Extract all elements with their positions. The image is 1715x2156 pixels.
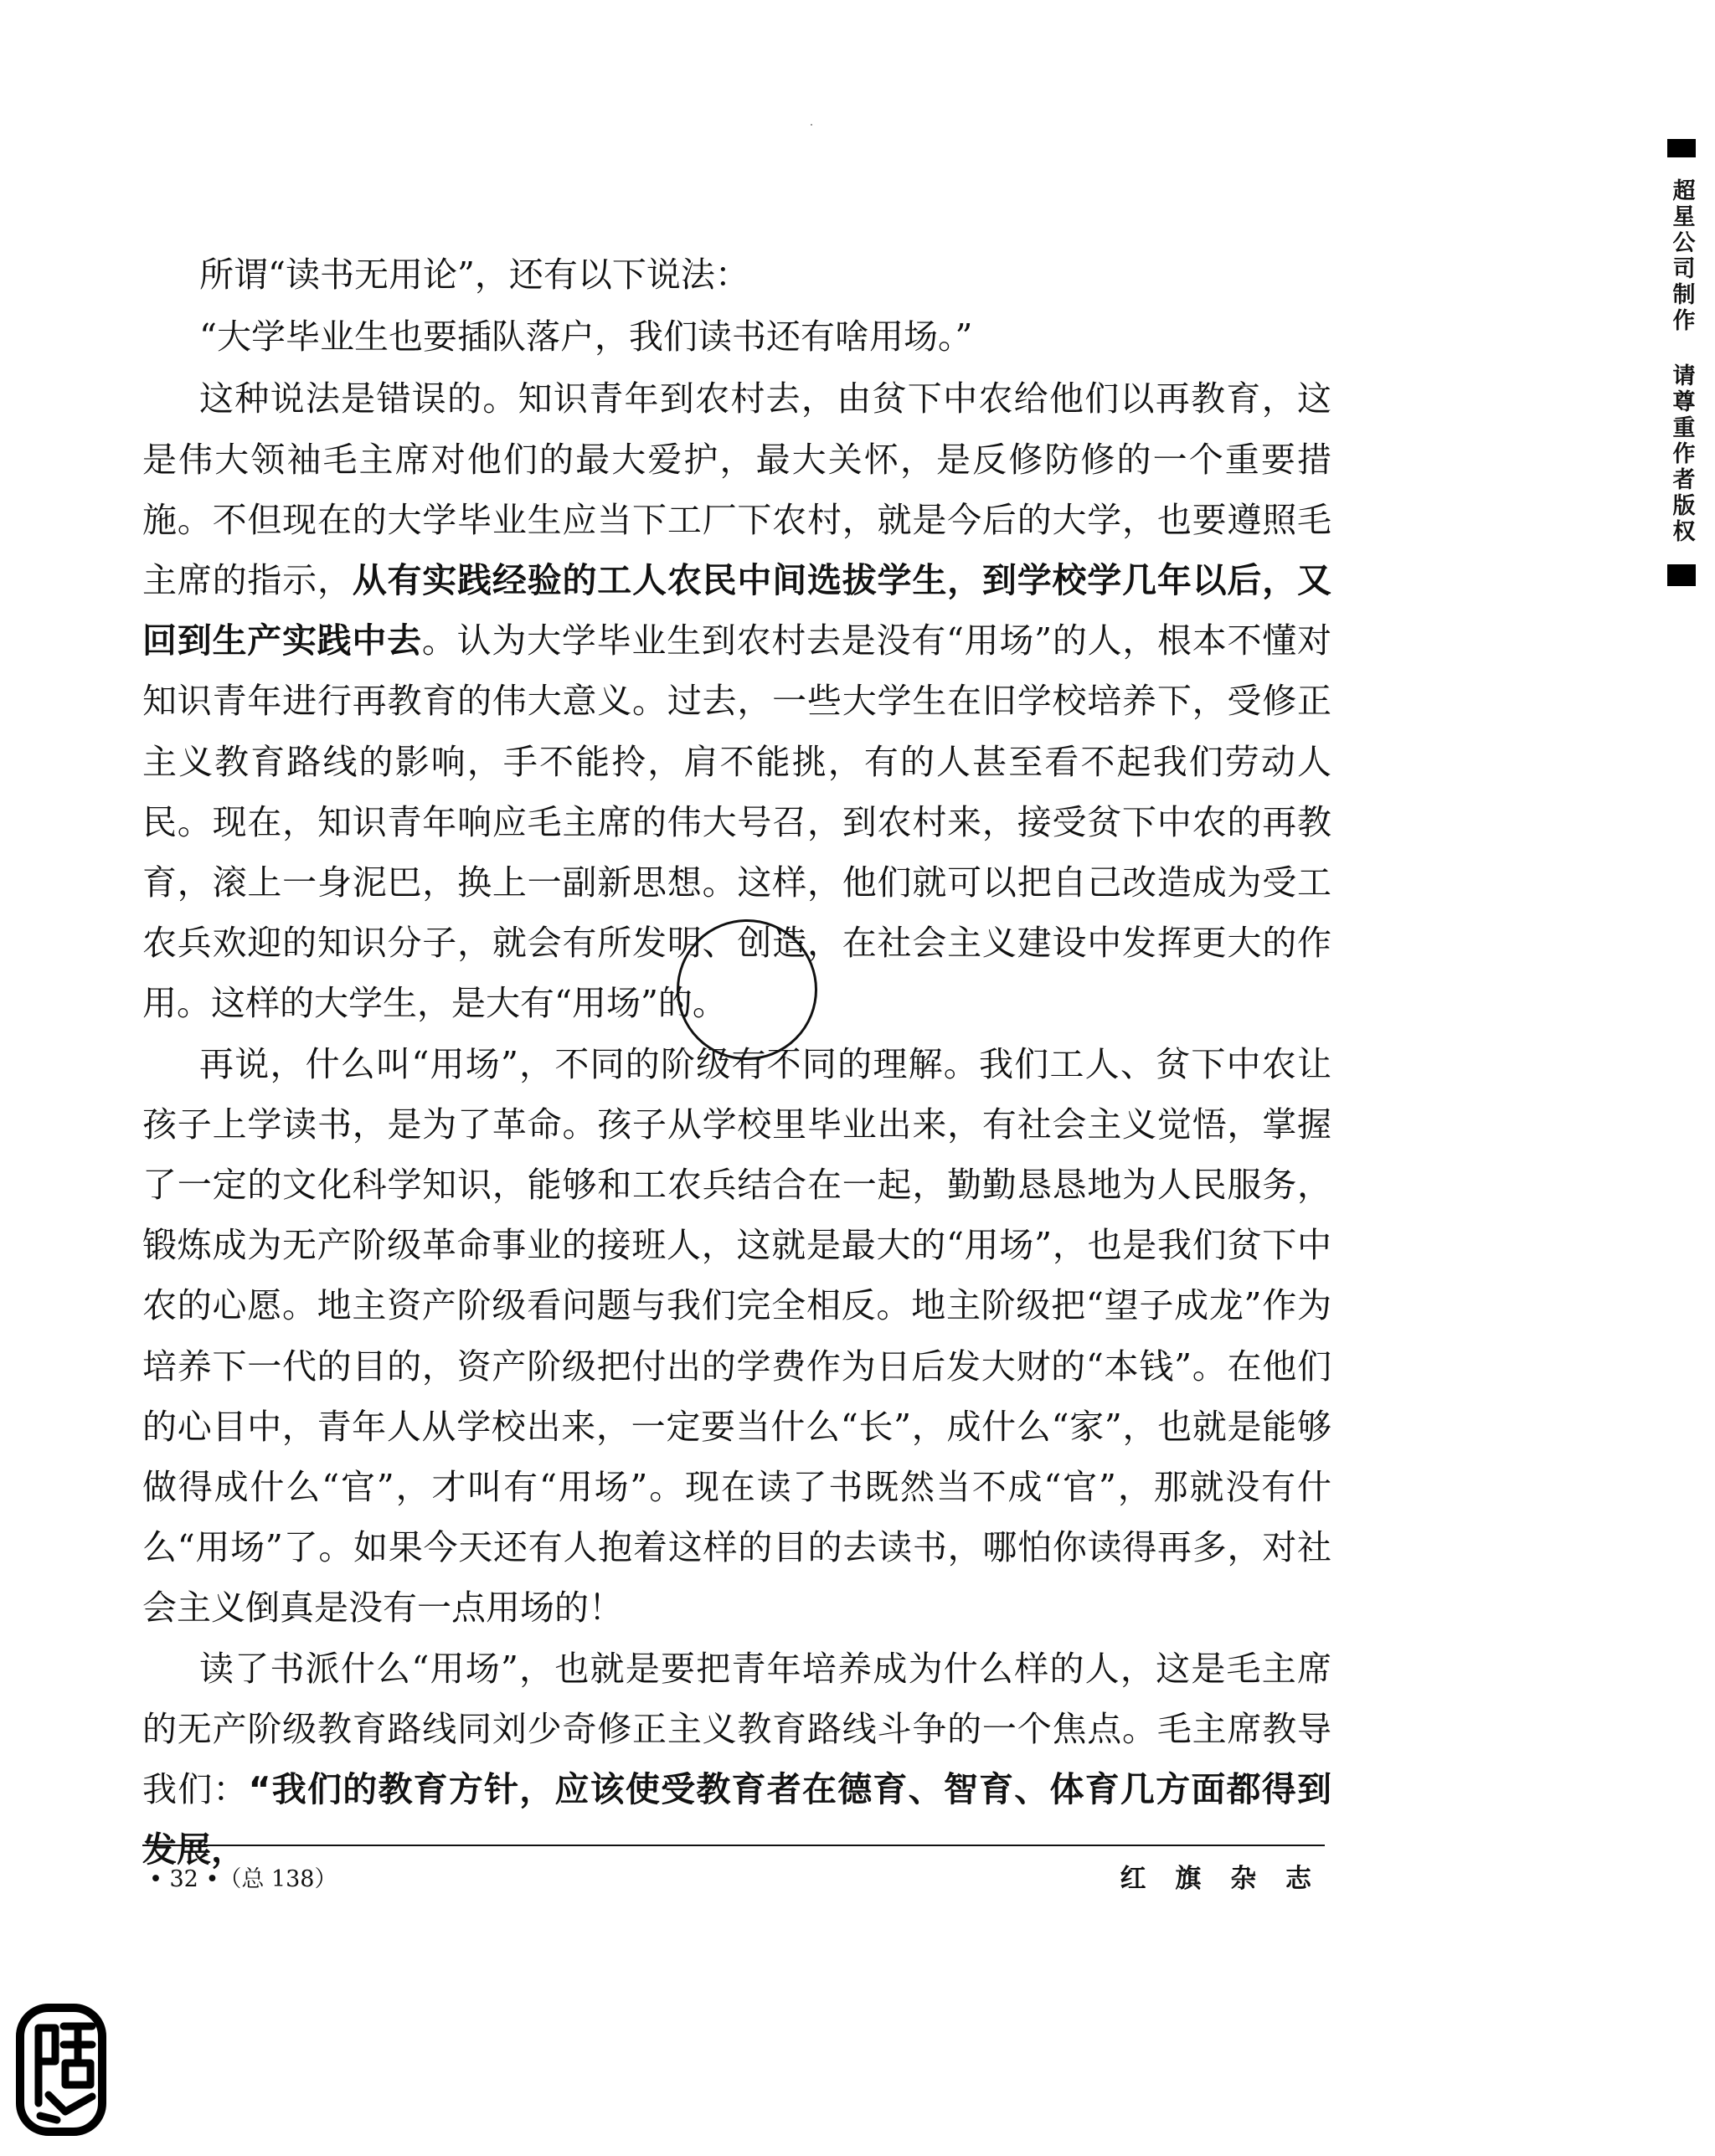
strip-top-bar bbox=[1667, 139, 1696, 157]
circle-stamp-mark bbox=[677, 919, 817, 1060]
seal-stamp-icon bbox=[15, 2003, 107, 2137]
paragraph-3-quote-bold: 从有实践经验的工人农民中间选拔学生，到学校学几年以后，又回到生产实践中去 bbox=[142, 560, 1332, 661]
paragraph-3-text-c: 。认为大学毕业生到农村去是没有“用场”的人，根本不懂对知识青年进行再教育的伟大意义。过去，一些大学生在旧学校培养下，受修正主义教育路线的影响，手不能拎，肩不能挑，有的人甚至看不起我们劳动人民。现在，知识青年响应毛主席的伟大号召，到农村来，接受贫下中农的再教育，滚上一身泥巴，换上一副新思想。这样，他们就可以把自己改造成为受工农兵欢迎的知识分子，就会有所发明、创造，在社会主义建设中发挥更大的作用。这样的大学生，是大有“用场”的。 bbox=[142, 620, 1332, 1024]
strip-bottom-bar bbox=[1667, 564, 1696, 586]
page-number: • 32 •（总 138） bbox=[149, 1866, 337, 1892]
paragraph-1: 所谓“读书无用论”，还有以下说法： bbox=[199, 255, 749, 295]
paragraph-5-text-a: 读了书派什么“用场”，也就是要把青年培养成为什么样的人，这是毛主席的无产阶级教育路线同刘少奇修正主义教育路线斗争的一个焦点。毛主席教导我们： bbox=[142, 1648, 1331, 1810]
paragraph-3-text-a: 这种说法是错误的。知识青年到农村去，由贫下中农给他们以再教育，这是伟大领袖毛主席对他们的最大爱护，最大关怀，是反修防修的一个重要措施。不但现在的大学毕业生应当下工厂下农村，就是今后的大学，也要遵照毛主席的指示， bbox=[142, 378, 1331, 601]
paragraph-4: 再说，什么叫“用场”，不同的阶级有不同的理解。我们工人、贫下中农让孩子上学读书，是为了革命。孩子从学校里毕业出来，有社会主义觉悟，掌握了一定的文化科学知识，能够和工农兵结合在一起，勤勤恳恳地为人民服务，锻炼成为无产阶级革命事业的接班人，这就是最大的“用场”，也是我们贫下中农的心愿。地主资产阶级看问题与我们完全相反。地主阶级把“望子成龙”作为培养下一代的目的，资产阶级把付出的学费作为日后发大财的“本钱”。在他们的心目中，青年人从学校出来，一定要当什么“长”，成什么“家”，也就是能够做得成什么“官”，才叫有“用场”。现在读了书既然当不成“官”，那就没有什么“用场”了。如果今天还有人抱着这样的目的去读书，哪怕你读得再多，对社会主义倒真是没有一点用场的！ bbox=[142, 1043, 1331, 1629]
copyright-notice: 超星公司制作 请尊重作者版权 bbox=[1668, 178, 1695, 545]
footer-rule bbox=[142, 1845, 1325, 1846]
scan-speck bbox=[811, 124, 812, 126]
journal-name: 红 旗 杂 志 bbox=[1120, 1864, 1321, 1894]
paragraph-5-quote-bold: “我们的教育方针，应该使受教育者在德育、智育、体育几方面都得到发展， bbox=[142, 1769, 1331, 1870]
side-copyright-strip bbox=[1662, 139, 1701, 586]
article-body bbox=[142, 244, 1331, 1880]
paragraph-2-quote: “大学毕业生也要插队落户，我们读书还有啥用场。” bbox=[199, 316, 973, 358]
